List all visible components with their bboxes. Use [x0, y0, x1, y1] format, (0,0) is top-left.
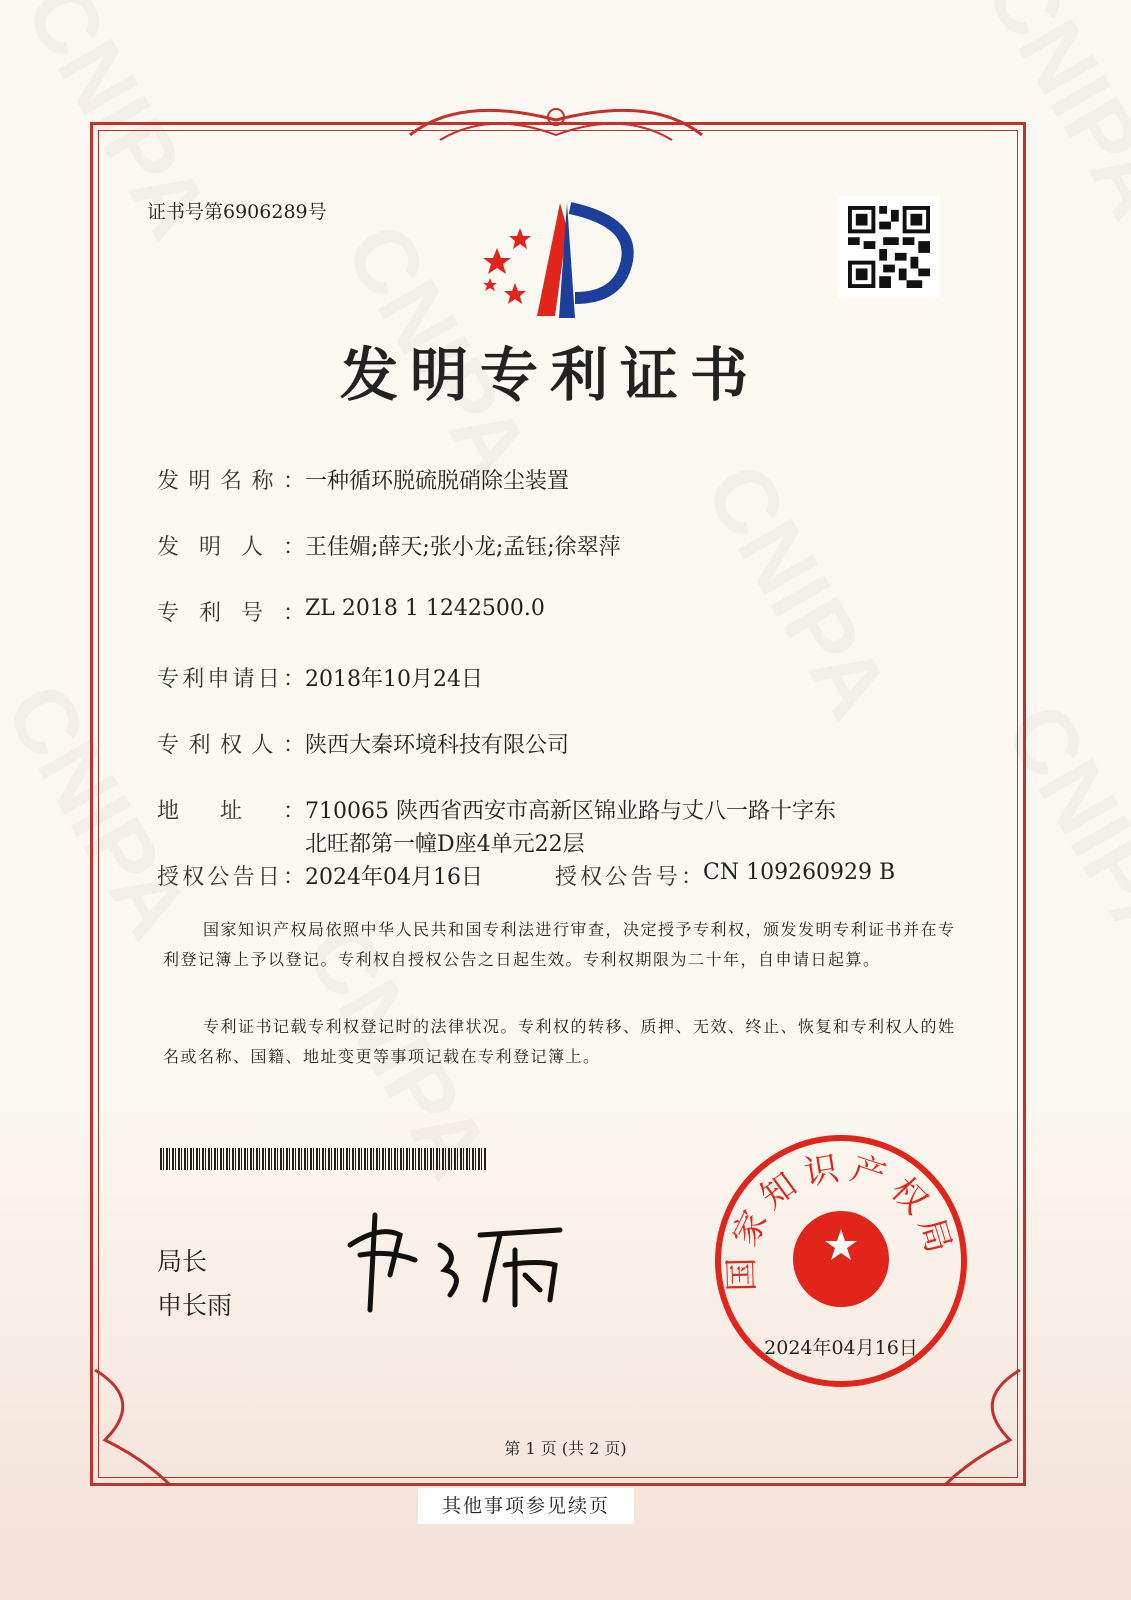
certificate-number: 证书号第6906289号: [147, 201, 327, 223]
field-address: [157, 794, 836, 858]
field-value: 2018年10月24日: [305, 667, 483, 692]
official-seal: [715, 1135, 967, 1387]
field-value: 一种循环脱硫脱硝除尘装置: [305, 469, 570, 494]
field-application-date: [157, 662, 483, 693]
statement-paragraph: 专利证书记载专利权登记时的法律状况。专利权的转移、质押、无效、终止、恢复和专利权人的姓名或名称、国籍、地址变更等事项记载在专利登记簿上。: [163, 1017, 956, 1066]
field-invention-name: [157, 464, 569, 495]
signature-image: [340, 1205, 580, 1315]
address-line-2: 北旺都第一幢D座4单元22层: [305, 832, 585, 857]
field-value: [305, 794, 836, 858]
director-name: 申长雨: [157, 1291, 233, 1320]
field-grant: [157, 860, 895, 891]
statement-paragraph: 国家知识产权局依照中华人民共和国专利法进行审查，决定授予专利权，颁发发明专利证书并在专利登记簿上予以登记。专利权自授权公告之日起生效。专利权期限为二十年，自申请日起算。: [163, 920, 956, 969]
field-value: 陕西大秦环境科技有限公司: [305, 733, 570, 758]
address-line-1: 710065 陕西省西安市高新区锦业路与丈八一路十字东: [305, 799, 836, 824]
barcode: [160, 1148, 487, 1170]
cnipa-logo-icon: [475, 198, 640, 323]
grant-date: 2024年04月16日: [305, 865, 483, 890]
field-value: ZL 2018 1 1242500.0: [305, 596, 545, 621]
field-label: 发明名称：: [157, 469, 305, 494]
field-label: 专利权人：: [157, 733, 305, 758]
page-indicator: 第 1 页 (共 2 页): [504, 1439, 627, 1458]
field-value: 王佳媚;薛天;张小龙;孟钰;徐翠萍: [305, 535, 621, 560]
director-block: [157, 1240, 232, 1328]
corner-ornament-icon: [85, 1360, 175, 1490]
qr-code: [838, 196, 940, 298]
field-label: 授权公告号：: [555, 865, 703, 890]
field-inventors: [157, 530, 621, 561]
director-title: 局长: [157, 1247, 208, 1276]
field-label: 授权公告日：: [157, 865, 305, 890]
field-label: 专利号：: [157, 601, 305, 626]
continuation-note: 其他事项参见续页: [418, 1488, 634, 1524]
field-patentee: [157, 728, 569, 759]
field-label: 发明人：: [157, 535, 305, 560]
page-title: 发明专利证书: [339, 341, 760, 409]
field-label: 专利申请日：: [157, 667, 305, 692]
seal-date: 2024年04月16日: [764, 1337, 918, 1359]
field-label: 地址：: [157, 799, 305, 824]
top-ornament-icon: [400, 95, 712, 150]
seal-text: 国家知识产权局: [721, 1147, 961, 1292]
field-patent-number: [157, 596, 545, 627]
grant-number: CN 109260929 B: [703, 860, 896, 885]
